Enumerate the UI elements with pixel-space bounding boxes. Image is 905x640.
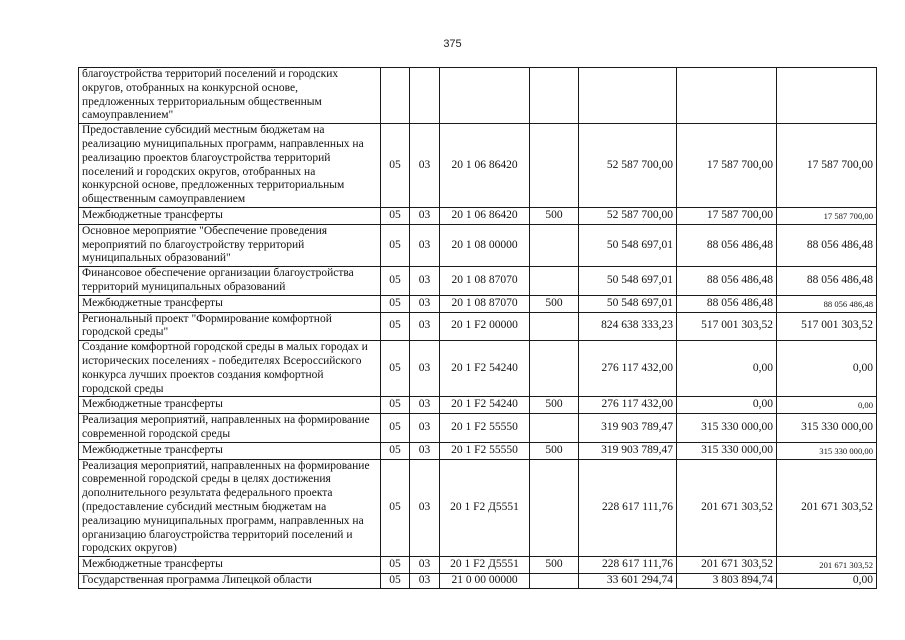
cell-subsection: 03 [410,295,440,312]
cell-amount-2: 3 803 894,74 [677,573,777,588]
cell-amount-1: 52 587 700,00 [579,207,677,224]
cell-amount-3: 17 587 700,00 [777,124,877,208]
cell-subsection: 03 [410,207,440,224]
cell-section: 05 [381,267,410,296]
table-row [79,267,877,296]
cell-amount-1: 276 117 432,00 [579,397,677,414]
table-row [79,573,877,588]
cell-target-article: 21 0 00 00000 [440,573,530,588]
cell-target-article: 20 1 06 86420 [440,124,530,208]
cell-section: 05 [381,312,410,341]
cell-name: Реализация мероприятий, направленных на формирование современной городской среды [79,414,381,443]
cell-subsection: 03 [410,224,440,266]
table-row [79,459,877,557]
cell-expense-type [530,312,579,341]
cell-amount-3: 201 671 303,52 [777,557,877,574]
cell-amount-3: 517 001 303,52 [777,312,877,341]
cell-expense-type [530,224,579,266]
cell-section: 05 [381,224,410,266]
cell-amount-2: 0,00 [677,397,777,414]
cell-name: Межбюджетные трансферты [79,557,381,574]
cell-amount-1: 824 638 333,23 [579,312,677,341]
cell-amount-2: 315 330 000,00 [677,414,777,443]
cell-name: Создание комфортной городской среды в малых городах и исторических поселениях - победителях Всероссийского конкурса лучших проектов создания комфортной городской среды [79,341,381,397]
cell-name: Финансовое обеспечение организации благоустройства территорий муниципальных образований [79,267,381,296]
cell-section: 05 [381,414,410,443]
cell-section: 05 [381,341,410,397]
budget-table [78,67,877,589]
cell-subsection: 03 [410,341,440,397]
cell-name: Межбюджетные трансферты [79,397,381,414]
cell-amount-1: 228 617 111,76 [579,459,677,557]
cell-amount-3: 0,00 [777,341,877,397]
cell-section [381,68,410,124]
cell-expense-type: 500 [530,397,579,414]
cell-target-article [440,68,530,124]
cell-subsection: 03 [410,442,440,459]
cell-name: благоустройства территорий поселений и городских округов, отобранных на конкурсной основе, предложенных территориальным общественным самоуправлением" [79,68,381,124]
cell-subsection: 03 [410,397,440,414]
cell-target-article: 20 1 08 00000 [440,224,530,266]
cell-amount-1: 50 548 697,01 [579,295,677,312]
cell-section: 05 [381,557,410,574]
table-row [79,224,877,266]
cell-subsection: 03 [410,557,440,574]
cell-amount-2: 88 056 486,48 [677,267,777,296]
cell-amount-2: 0,00 [677,341,777,397]
cell-amount-3: 17 587 700,00 [777,207,877,224]
cell-section: 05 [381,459,410,557]
table-row [79,295,877,312]
cell-amount-1: 50 548 697,01 [579,224,677,266]
cell-expense-type [530,573,579,588]
table-row [79,124,877,208]
cell-section: 05 [381,397,410,414]
table-row [79,414,877,443]
cell-subsection: 03 [410,267,440,296]
cell-subsection: 03 [410,124,440,208]
cell-name: Региональный проект "Формирование комфортной городской среды" [79,312,381,341]
cell-amount-2: 17 587 700,00 [677,124,777,208]
cell-amount-3: 315 330 000,00 [777,414,877,443]
cell-section: 05 [381,573,410,588]
cell-amount-1: 33 601 294,74 [579,573,677,588]
cell-target-article: 20 1 F2 54240 [440,341,530,397]
cell-expense-type: 500 [530,442,579,459]
cell-subsection: 03 [410,573,440,588]
cell-subsection: 03 [410,312,440,341]
cell-amount-3: 88 056 486,48 [777,224,877,266]
cell-amount-1: 52 587 700,00 [579,124,677,208]
cell-section: 05 [381,124,410,208]
cell-name: Предоставление субсидий местным бюджетам на реализацию муниципальных программ, направленных на реализацию проектов благоустройства территорий поселений и городских округов, отобранных на конкурсной основе, предложенных территориальным общественным самоуправлением [79,124,381,208]
cell-amount-2: 517 001 303,52 [677,312,777,341]
cell-amount-2: 201 671 303,52 [677,459,777,557]
table-row [79,341,877,397]
cell-amount-2: 201 671 303,52 [677,557,777,574]
cell-amount-2: 315 330 000,00 [677,442,777,459]
cell-amount-3: 0,00 [777,573,877,588]
table-row [79,312,877,341]
cell-amount-3: 315 330 000,00 [777,442,877,459]
table-row [79,207,877,224]
cell-name: Основное мероприятие "Обеспечение проведения мероприятий по благоустройству территорий муниципальных образований" [79,224,381,266]
cell-name: Государственная программа Липецкой области [79,573,381,588]
cell-target-article: 20 1 F2 55550 [440,414,530,443]
cell-amount-1: 319 903 789,47 [579,414,677,443]
cell-amount-1: 319 903 789,47 [579,442,677,459]
cell-amount-1: 228 617 111,76 [579,557,677,574]
table-row [79,68,877,124]
cell-target-article: 20 1 F2 Д5551 [440,557,530,574]
cell-amount-2: 88 056 486,48 [677,295,777,312]
cell-target-article: 20 1 F2 00000 [440,312,530,341]
cell-amount-1: 50 548 697,01 [579,267,677,296]
table-row [79,442,877,459]
cell-name: Межбюджетные трансферты [79,295,381,312]
cell-amount-1 [579,68,677,124]
cell-expense-type [530,124,579,208]
cell-expense-type [530,341,579,397]
table-row [79,397,877,414]
cell-name: Межбюджетные трансферты [79,207,381,224]
cell-expense-type: 500 [530,295,579,312]
cell-amount-3 [777,68,877,124]
cell-target-article: 20 1 08 87070 [440,267,530,296]
cell-target-article: 20 1 F2 54240 [440,397,530,414]
cell-section: 05 [381,207,410,224]
page-number: 375 [443,38,462,50]
cell-amount-3: 88 056 486,48 [777,295,877,312]
cell-target-article: 20 1 06 86420 [440,207,530,224]
table-row [79,557,877,574]
cell-section: 05 [381,442,410,459]
cell-target-article: 20 1 F2 55550 [440,442,530,459]
cell-amount-2: 88 056 486,48 [677,224,777,266]
cell-section: 05 [381,295,410,312]
cell-amount-1: 276 117 432,00 [579,341,677,397]
cell-subsection: 03 [410,414,440,443]
cell-target-article: 20 1 08 87070 [440,295,530,312]
cell-expense-type [530,459,579,557]
cell-target-article: 20 1 F2 Д5551 [440,459,530,557]
cell-subsection [410,68,440,124]
cell-name: Реализация мероприятий, направленных на формирование современной городской среды в целях достижения дополнительного результата федерального проекта (предоставление субсидий местным бюджетам на реализацию муниципальных программ, направленных на организацию благоустройства территорий поселений и городских округов) [79,459,381,557]
cell-amount-3: 88 056 486,48 [777,267,877,296]
cell-amount-2: 17 587 700,00 [677,207,777,224]
cell-expense-type [530,68,579,124]
cell-expense-type [530,414,579,443]
cell-name: Межбюджетные трансферты [79,442,381,459]
cell-amount-3: 0,00 [777,397,877,414]
cell-expense-type: 500 [530,557,579,574]
cell-amount-3: 201 671 303,52 [777,459,877,557]
cell-amount-2 [677,68,777,124]
cell-subsection: 03 [410,459,440,557]
cell-expense-type: 500 [530,207,579,224]
cell-expense-type [530,267,579,296]
